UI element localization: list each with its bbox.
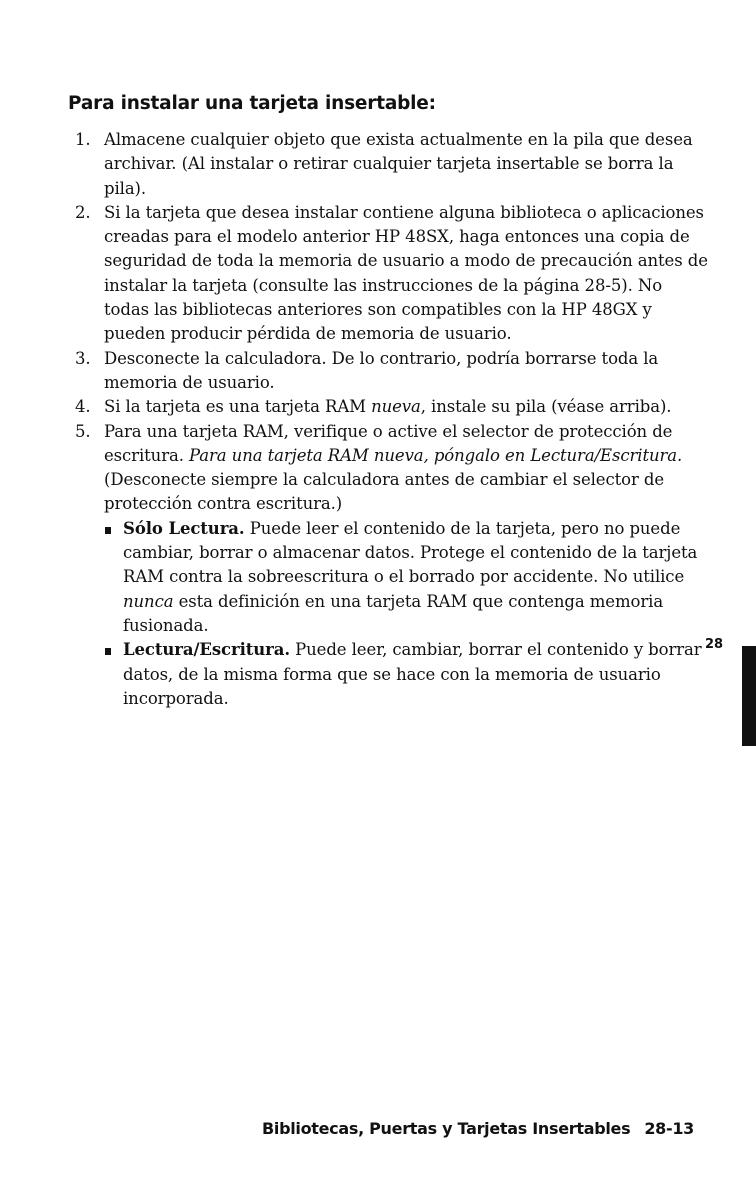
square-bullet-icon bbox=[105, 527, 111, 534]
bullet-item bbox=[104, 638, 708, 711]
step-item bbox=[68, 395, 708, 419]
step-text: Almacene cualquier objeto que exista actualmente en la pila que desea archivar. (Al instalar o retirar cualquier tarjeta insertable se borra la pila). bbox=[104, 130, 693, 198]
step-text-end: (Desconecte siempre la calculadora antes de cambiar el selector de protección contra escritura.) bbox=[104, 470, 665, 514]
step-emphasis: nueva bbox=[371, 397, 421, 417]
step-number: 3. bbox=[75, 348, 91, 368]
step-text: Si la tarjeta que desea instalar contiene alguna biblioteca o aplicaciones creadas para el modelo anterior HP 48SX, haga entonces una copia de seguridad de toda la memoria de usuario a modo de precaución antes de instalar la tarjeta (consulte las instrucciones de la página 28-5). No todas las bibliotecas anteriores son compatibles con la HP 48GX y pueden producir pérdida de memoria de usuario. bbox=[104, 202, 708, 344]
step-item bbox=[68, 128, 708, 201]
bullet-text-start: Puede leer el contenido de la tarjeta, pero no puede cambiar, borrar o almacenar datos. Protege el contenido de la tarjeta RAM contra la sobreescritura o el borrado por accidente. No utilice bbox=[123, 518, 698, 587]
installation-steps-list bbox=[68, 128, 708, 711]
step-item bbox=[68, 420, 708, 712]
bullet-term: Lectura/Escritura. bbox=[123, 640, 290, 660]
step-text-end: , instale su pila (véase arriba). bbox=[420, 397, 672, 417]
bullet-term: Sólo Lectura. bbox=[123, 518, 245, 538]
page-footer bbox=[262, 1118, 694, 1140]
bullet-emphasis: nunca bbox=[123, 591, 174, 611]
step-item bbox=[68, 347, 708, 396]
step-number: 2. bbox=[75, 202, 91, 222]
chapter-tab-marker bbox=[742, 646, 756, 746]
step-text: Desconecte la calculadora. De lo contrario, podría borrarse toda la memoria de usuario. bbox=[104, 348, 659, 392]
step-text-start: Si la tarjeta es una tarjeta RAM bbox=[104, 397, 372, 417]
footer-chapter-title: Bibliotecas, Puertas y Tarjetas Insertables bbox=[261, 1119, 631, 1138]
step-text bbox=[104, 397, 671, 416]
step-number: 1. bbox=[75, 130, 91, 149]
step-text bbox=[104, 422, 682, 514]
bullet-text: Puede leer, cambiar, borrar el contenido y borrar datos, de la misma forma que se hace con la memoria de usuario incorporada. bbox=[123, 640, 702, 708]
bullet-item bbox=[104, 517, 708, 638]
footer-page-number: 28-13 bbox=[644, 1119, 694, 1138]
step-text-start: Para una tarjeta RAM, verifique o active el selector de protección de escritura. bbox=[104, 421, 673, 465]
square-bullet-icon bbox=[105, 648, 111, 655]
section-heading: Para instalar una tarjeta insertable: bbox=[68, 93, 436, 114]
bullet-text-end: esta definición en una tarjeta RAM que contenga memoria fusionada. bbox=[123, 591, 664, 635]
step-emphasis: Para una tarjeta RAM nueva, póngalo en Lectura/Escritura. bbox=[189, 445, 683, 465]
step-number: 4. bbox=[75, 397, 91, 417]
step-number: 5. bbox=[75, 421, 91, 441]
protection-options-list bbox=[104, 517, 708, 711]
chapter-tab-label: 28 bbox=[705, 637, 724, 652]
step-item bbox=[68, 201, 708, 347]
